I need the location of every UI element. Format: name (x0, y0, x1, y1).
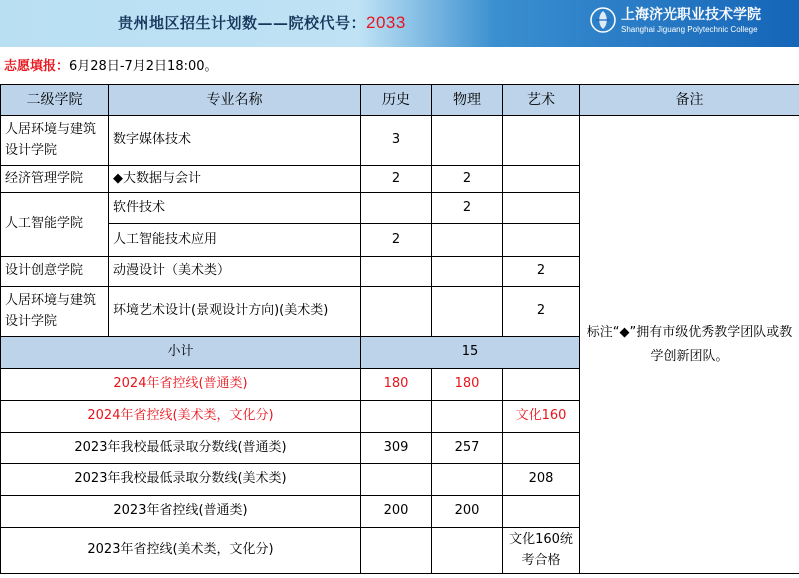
header-major: 专业名称 (109, 85, 361, 116)
score-label: 2024年省控线(美术类，文化分) (1, 401, 361, 433)
dept-cell: 设计创意学院 (1, 257, 109, 287)
remark-cell: 标注“◆”拥有市级优秀教学团队或教学创新团队。 (580, 116, 799, 574)
header-remark: 备注 (580, 85, 799, 116)
score-label: 2023年我校最低录取分数线(普通类) (1, 433, 361, 464)
physics-cell: 257 (432, 433, 503, 464)
school-logo-icon (590, 7, 616, 33)
major-cell: 环境艺术设计(景观设计方向)(美术类) (109, 287, 361, 337)
art-cell (503, 369, 580, 401)
history-cell: 180 (361, 369, 432, 401)
banner (0, 0, 799, 47)
banner-title-text: 贵州地区招生计划数——院校代号： (118, 14, 367, 32)
header-history: 历史 (361, 85, 432, 116)
subtotal-value: 15 (361, 337, 580, 369)
physics-cell: 2 (432, 193, 503, 224)
physics-cell (432, 464, 503, 496)
history-cell: 3 (361, 116, 432, 166)
score-label: 2023年省控线(普通类) (1, 496, 361, 528)
notice-text: 6月28日-7月2日18:00。 (69, 59, 218, 74)
art-cell (503, 433, 580, 464)
physics-cell: 200 (432, 496, 503, 528)
art-cell (503, 193, 580, 224)
physics-cell (432, 528, 503, 574)
history-cell (361, 287, 432, 337)
physics-cell (432, 257, 503, 287)
art-cell (503, 496, 580, 528)
history-cell (361, 528, 432, 574)
table-row (1, 116, 799, 166)
subtotal-label: 小计 (1, 337, 361, 369)
physics-cell: 180 (432, 369, 503, 401)
history-cell: 2 (361, 224, 432, 257)
history-cell (361, 464, 432, 496)
physics-cell: 2 (432, 166, 503, 193)
art-cell: 2 (503, 257, 580, 287)
enrollment-table (0, 84, 799, 574)
art-cell: 文化160 (503, 401, 580, 433)
header-dept: 二级学院 (1, 85, 109, 116)
history-cell (361, 193, 432, 224)
art-cell (503, 224, 580, 257)
dept-cell: 经济管理学院 (1, 166, 109, 193)
dept-cell: 人工智能学院 (1, 193, 109, 257)
art-cell: 208 (503, 464, 580, 496)
score-label: 2023年我校最低录取分数线(美术类) (1, 464, 361, 496)
major-cell: 人工智能技术应用 (109, 224, 361, 257)
score-label: 2024年省控线(普通类) (1, 369, 361, 401)
table-header-row (1, 85, 799, 116)
physics-cell (432, 401, 503, 433)
major-cell: 动漫设计（美术类） (109, 257, 361, 287)
header-physics: 物理 (432, 85, 503, 116)
dept-cell: 人居环境与建筑设计学院 (1, 116, 109, 166)
history-cell: 200 (361, 496, 432, 528)
history-cell: 2 (361, 166, 432, 193)
physics-cell (432, 116, 503, 166)
major-cell: 数字媒体技术 (109, 116, 361, 166)
school-name-cn: 上海济光职业技术学院 (621, 7, 761, 23)
header-art: 艺术 (503, 85, 580, 116)
art-cell: 2 (503, 287, 580, 337)
history-cell (361, 257, 432, 287)
art-cell (503, 116, 580, 166)
physics-cell (432, 287, 503, 337)
school-code: 2033 (366, 13, 406, 32)
history-cell (361, 401, 432, 433)
art-cell (503, 166, 580, 193)
banner-title (118, 12, 406, 33)
physics-cell (432, 224, 503, 257)
history-cell: 309 (361, 433, 432, 464)
major-cell: 软件技术 (109, 193, 361, 224)
score-label: 2023年省控线(美术类，文化分) (1, 528, 361, 574)
application-notice (4, 55, 218, 74)
major-cell: ◆大数据与会计 (109, 166, 361, 193)
art-cell: 文化160统考合格 (503, 528, 580, 574)
school-name-en: Shanghai Jiguang Polytechnic College (621, 25, 758, 34)
notice-label: 志愿填报： (4, 59, 70, 74)
dept-cell: 人居环境与建筑设计学院 (1, 287, 109, 337)
